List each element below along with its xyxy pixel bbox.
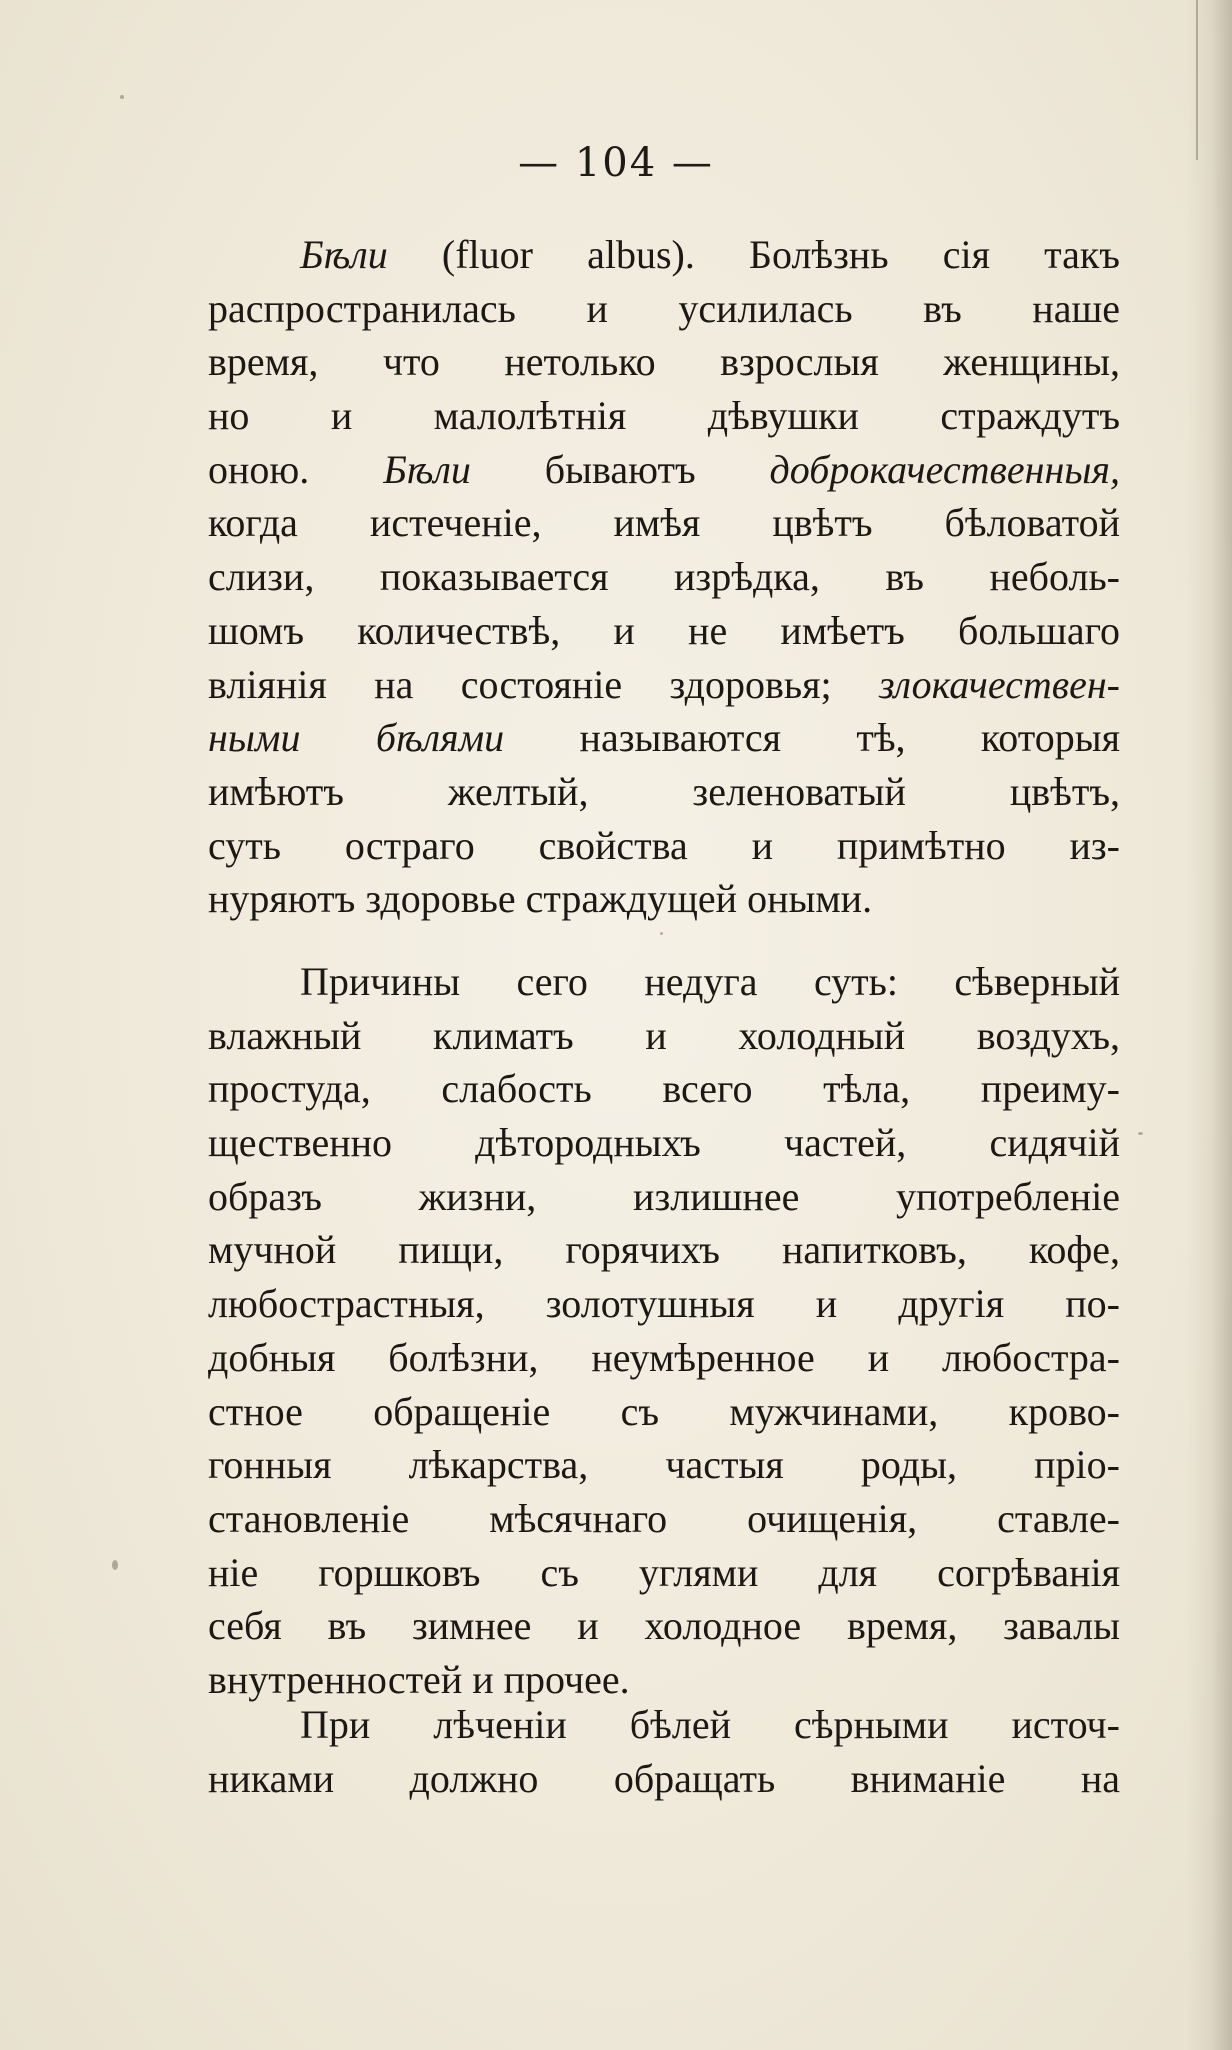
text-line: себя въ зимнее и холодное время, завалы (208, 1603, 1120, 1649)
text-run: суть остраго свойства и примѣтно из- (208, 822, 1120, 868)
text-line: никами должно обращать вниманіе на (208, 1755, 1120, 1801)
text-line (208, 389, 1120, 443)
paper-speck (660, 932, 663, 935)
paper-speck (1138, 1132, 1143, 1135)
page-edge-shadow (1186, 0, 1232, 2050)
text-line: образъ жизни, излишнее употребленіе (208, 1173, 1120, 1219)
paragraph-3 (208, 1698, 1120, 1805)
paper-speck (112, 1560, 118, 1570)
text-line: гонныя лѣкарства, частыя роды, пріо- (208, 1442, 1120, 1488)
text-line (208, 765, 1120, 819)
text-line (208, 282, 1120, 336)
text-line (208, 496, 1120, 550)
text-line (208, 658, 1120, 712)
text-line: ніе горшковъ съ углями для согрѣванія (208, 1549, 1120, 1595)
page-number: — 104 — (518, 140, 714, 186)
text-line (208, 711, 1120, 765)
text-line: простуда, слабость всего тѣла, преиму- (208, 1066, 1120, 1112)
text-line: Причины сего недуга суть: сѣверный (300, 959, 1120, 1004)
text-line (208, 550, 1120, 604)
italic-term: доброкачественныя, (769, 446, 1120, 492)
italic-term: Бѣли (383, 446, 471, 492)
text-line: мучной пищи, горячихъ напитковъ, кофе, (208, 1227, 1120, 1273)
text-run: распространилась и усилилась въ наше (208, 285, 1120, 331)
text-run: (fluor albus). Болѣзнь сія такъ (387, 232, 1120, 277)
text-run: когда истеченіе, имѣя цвѣтъ бѣловатой (208, 500, 1120, 546)
italic-term: ными бѣлями (208, 715, 505, 761)
text-run: имѣютъ желтый, зеленоватый цвѣтъ, (208, 768, 1120, 814)
paper-speck (120, 95, 124, 99)
paragraph-1 (208, 228, 1120, 926)
paragraph-2 (208, 955, 1120, 1707)
page-edge-crease (1196, 0, 1198, 160)
text-run: шомъ количествѣ, и не имѣетъ большаго (208, 607, 1120, 653)
text-line (208, 335, 1120, 389)
text-line (208, 228, 1120, 282)
text-line: становленіе мѣсячнаго очищенія, ставле- (208, 1495, 1120, 1541)
text-run: называются тѣ, которыя (504, 715, 1120, 761)
italic-term: злокачествен- (879, 661, 1120, 707)
text-line (208, 872, 1120, 926)
text-line: щественно дѣтородныхъ частей, сидячій (208, 1120, 1120, 1166)
text-run: но и малолѣтнія дѣвушки страждутъ (208, 393, 1120, 439)
text-line: внутренностей и прочее. (208, 1656, 630, 1702)
text-line (208, 819, 1120, 873)
text-run: слизи, показывается изрѣдка, въ неболь- (208, 554, 1120, 600)
text-line: стное обращеніе съ мужчинами, крово- (208, 1388, 1120, 1434)
text-run: вліянія на состояніе здоровья; (208, 661, 880, 707)
text-run: время, что нетолько взрослыя женщины, (208, 339, 1120, 385)
text-line: добныя болѣзни, неумѣренное и любостра- (208, 1334, 1120, 1380)
text-line: любострастныя, золотушныя и другія по- (208, 1281, 1120, 1327)
text-line (208, 443, 1120, 497)
text-line: При лѣченіи бѣлей сѣрными источ- (300, 1702, 1120, 1747)
text-line (208, 604, 1120, 658)
italic-term: Бѣли (300, 232, 388, 277)
text-run: оною. (208, 446, 384, 492)
text-line: влажный климатъ и холодный воздухъ, (208, 1012, 1120, 1058)
text-run: бываютъ (470, 446, 770, 492)
text-run: нуряютъ здоровье страждущей оными. (208, 876, 873, 922)
